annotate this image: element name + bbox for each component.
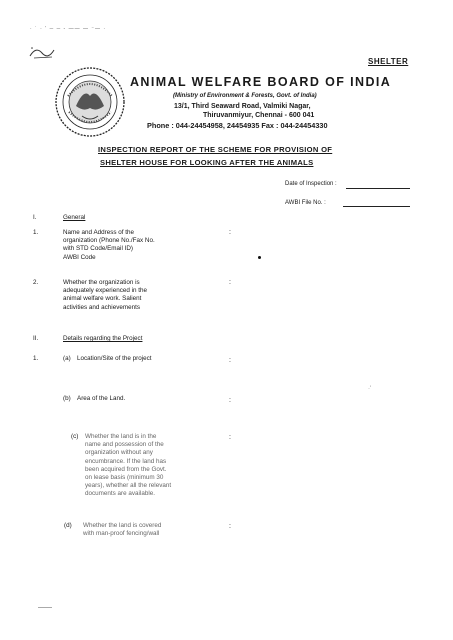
ink-speck xyxy=(258,256,261,259)
report-title-line-1: INSPECTION REPORT OF THE SCHEME FOR PROVISION OF xyxy=(98,145,333,154)
field-colon: : xyxy=(229,397,231,404)
list-item: Whether the organization is adequately experienced in the animal welfare work. Salient activities and achievements xyxy=(63,279,148,311)
sub-item-label: (a) xyxy=(63,355,71,362)
address-line-1: 13/1, Third Seaward Road, Valmiki Nagar, xyxy=(174,103,311,110)
awbi-emblem-logo xyxy=(54,66,126,138)
list-item: Whether the land is covered with man-proof fencing/wall xyxy=(83,522,162,538)
field-colon: : xyxy=(229,229,231,236)
section-numeral: II. xyxy=(33,335,39,342)
date-of-inspection-field[interactable] xyxy=(346,188,410,189)
section-title: Details regarding the Project xyxy=(63,335,143,342)
awbi-file-no-field[interactable] xyxy=(343,206,410,207)
field-colon: : xyxy=(229,434,231,441)
date-of-inspection-label: Date of Inspection : xyxy=(285,181,337,187)
stray-mark: ·' xyxy=(368,386,372,392)
sub-item-label: (b) xyxy=(63,395,71,402)
section-numeral: I. xyxy=(33,214,37,221)
field-colon: : xyxy=(229,523,231,530)
ministry-line: (Ministry of Environment & Forests, Govt. of India) xyxy=(173,93,317,99)
field-colon: : xyxy=(229,357,231,364)
item-number: 2. xyxy=(33,279,39,286)
file-tag: SHELTER xyxy=(368,57,409,66)
list-item: Location/Site of the project xyxy=(77,355,152,362)
field-colon: : xyxy=(229,279,231,286)
address-line-2: Thiruvanmiyur, Chennai - 600 041 xyxy=(203,112,315,119)
phone-fax-line: Phone : 044-24454958, 24454935 Fax : 044-24454330 xyxy=(147,121,328,130)
awbi-file-no-label: AWBI File No. : xyxy=(285,200,326,206)
list-item: Area of the Land. xyxy=(77,395,126,402)
section-title: General xyxy=(63,214,86,221)
list-item: Whether the land is in the name and possession of the organization without any encumbrance. If the land has been acquired from the Govt. on lease basis (minimum 30 years), whether all the relevant documents are available. xyxy=(85,433,172,498)
report-title-line-2: SHELTER HOUSE FOR LOOKING AFTER THE ANIMALS xyxy=(100,158,314,167)
page-divider xyxy=(38,607,52,608)
item-number: 1. xyxy=(33,355,39,362)
org-name: ANIMAL WELFARE BOARD OF INDIA xyxy=(130,75,392,89)
handwritten-mark-icon xyxy=(28,44,58,65)
list-item: Name and Address of the organization (Phone No./Fax No. with STD Code/Email ID) AWBI Code xyxy=(63,229,155,261)
sub-item-label: (d) xyxy=(64,522,72,529)
sub-item-label: (c) xyxy=(71,433,79,440)
item-number: 1. xyxy=(33,229,39,236)
scan-noise-marks: · ˙ · ‘ ─ ─ - —— — ⁻— · xyxy=(30,26,107,32)
